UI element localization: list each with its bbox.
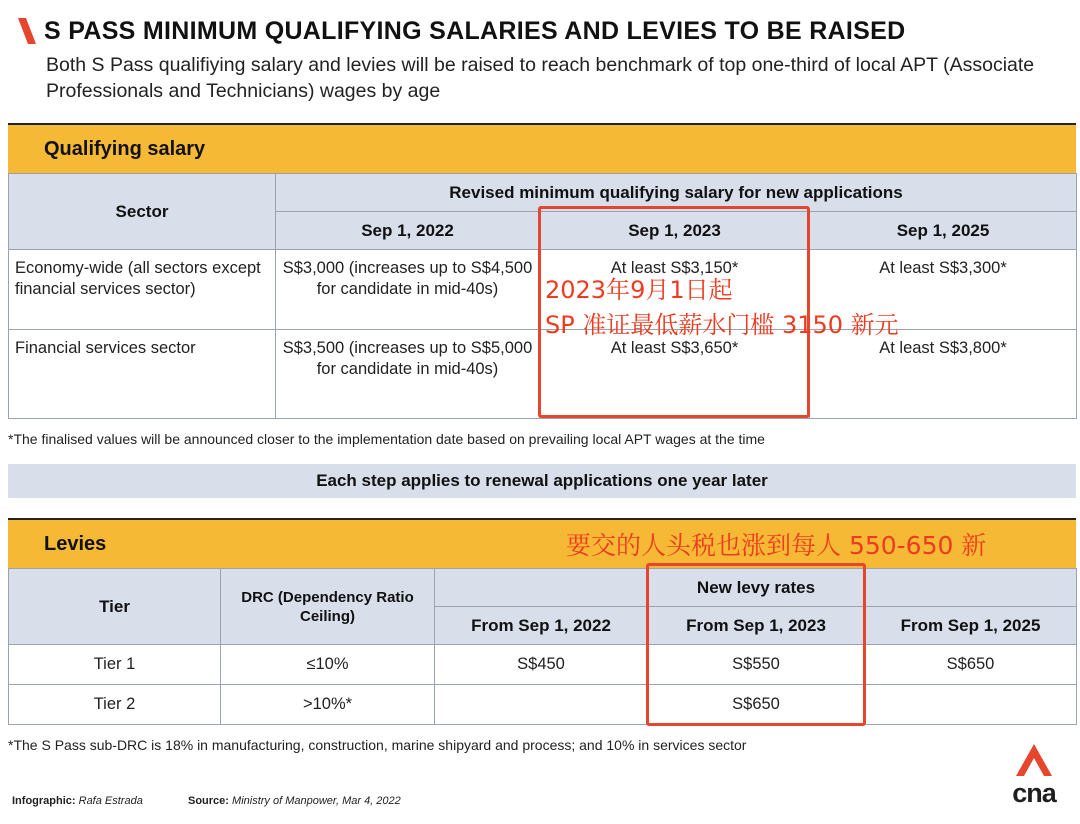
levy-cell: S$450 [435, 645, 648, 685]
title-row [18, 14, 1068, 48]
page-title: S PASS MINIMUM QUALIFYING SALARIES AND LEVIES TO BE RAISED [44, 16, 906, 45]
salary-cell: At least S$3,800* [810, 330, 1077, 419]
drc-cell: >10%* [221, 685, 435, 725]
cna-logo-text: cna [1012, 778, 1056, 808]
sector-header: Sector [9, 174, 276, 250]
levies-footnote: *The S Pass sub-DRC is 18% in manufacturing, construction, marine shipyard and process; and 10% in services sector [8, 737, 747, 753]
levy-group-spacer-right [865, 569, 1077, 607]
qualifying-salary-footnote: *The finalised values will be announced closer to the implementation date based on prevailing local APT wages at the time [8, 431, 765, 447]
infographic-credit [12, 795, 143, 807]
infographic-label: Infographic: [12, 795, 76, 807]
drc-cell: ≤10% [221, 645, 435, 685]
levy-cell: S$650 [648, 685, 865, 725]
drc-header: DRC (Dependency Ratio Ceiling) [221, 569, 435, 645]
levies-table [8, 568, 1077, 725]
page-subtitle: Both S Pass qualifiying salary and levies will be raised to reach benchmark of top one-third of local APT (Associate Professionals and Technicians) wages by age [46, 54, 1035, 102]
levy-cell [435, 685, 648, 725]
table-row [9, 685, 1077, 725]
tier-header: Tier [9, 569, 221, 645]
source-credit [188, 795, 401, 807]
tier-cell: Tier 1 [9, 645, 221, 685]
column-header-sep-2022: Sep 1, 2022 [276, 212, 540, 250]
levy-cell: S$550 [648, 645, 865, 685]
title-slash-icon [18, 18, 36, 44]
table-row [9, 645, 1077, 685]
source-label: Source: [188, 795, 229, 807]
levy-cell: S$650 [865, 645, 1077, 685]
qualifying-salary-section-title: Qualifying salary [8, 123, 1076, 173]
levy-cell [865, 685, 1077, 725]
annotation-salary-line1: 2023年9月1日起 [545, 276, 733, 304]
column-header-from-sep-2022: From Sep 1, 2022 [435, 607, 648, 645]
salary-cell: S$3,000 (increases up to S$4,500 for candidate in mid-40s) [276, 250, 540, 330]
sector-cell: Financial services sector [9, 330, 276, 419]
new-levy-rates-header: New levy rates [648, 569, 865, 607]
salary-cell: S$3,500 (increases up to S$5,000 for candidate in mid-40s) [276, 330, 540, 419]
renewal-step-note: Each step applies to renewal applications one year later [8, 464, 1076, 498]
infographic-author: Rafa Estrada [78, 795, 143, 807]
column-header-sep-2025: Sep 1, 2025 [810, 212, 1077, 250]
levies-section-title: Levies [8, 518, 1076, 568]
sector-cell: Economy-wide (all sectors except financial services sector) [9, 250, 276, 330]
tier-cell: Tier 2 [9, 685, 221, 725]
column-header-from-sep-2023: From Sep 1, 2023 [648, 607, 865, 645]
annotation-box-levy-2023 [646, 563, 866, 726]
annotation-salary-line2: SP 准证最低薪水门槛 3150 新元 [545, 311, 899, 339]
column-header-from-sep-2025: From Sep 1, 2025 [865, 607, 1077, 645]
column-header-sep-2023: Sep 1, 2023 [540, 212, 810, 250]
revised-salary-group-header: Revised minimum qualifying salary for new applications [276, 174, 1077, 212]
levy-group-spacer-left [435, 569, 648, 607]
salary-cell: At least S$3,650* [540, 330, 810, 419]
salary-cell: At least S$3,300* [810, 250, 1077, 330]
annotation-levy-note: 要交的人头税也涨到每人 550-650 新 [566, 531, 987, 560]
salary-cell: At least S$3,150* [540, 250, 810, 330]
source-value: Ministry of Manpower, Mar 4, 2022 [232, 795, 401, 807]
